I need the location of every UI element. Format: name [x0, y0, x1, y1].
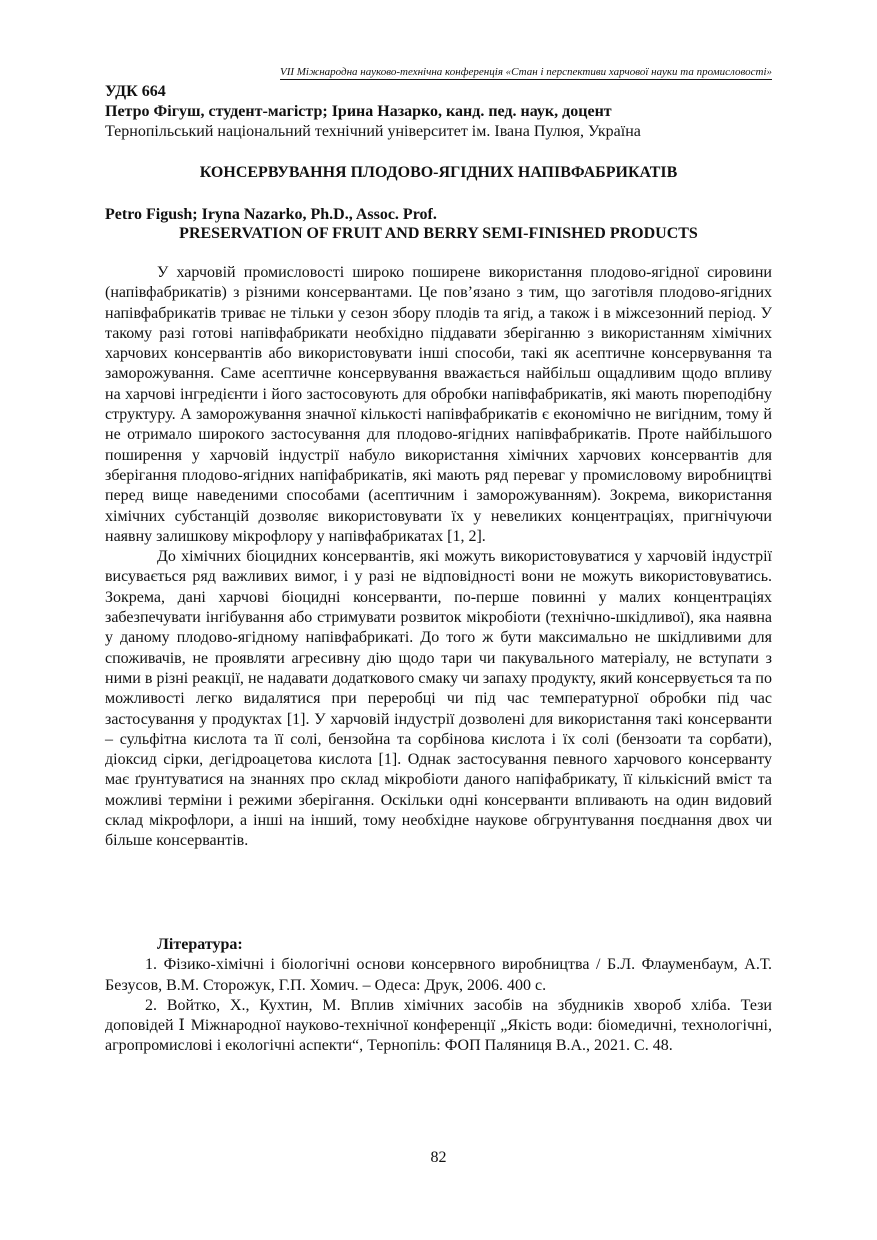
authors-ua-text: Петро Фігуш, студент-магістр; Ірина Назарко, канд. пед. наук, доцент — [105, 103, 612, 120]
title-en: PRESERVATION OF FRUIT AND BERRY SEMI-FINISHED PRODUCTS — [179, 225, 698, 242]
body-text — [105, 263, 772, 852]
paragraph: До хімічних біоцидних консервантів, які можуть використовуватися у харчовій індустрії висувається ряд важливих вимог, і у разі не відповідності вони не можуть використовуватись. Зокрема, дані харчові біоцидні консерванти, по-перше повинні у малих концентраціях забезпечувати інгібування або стримувати розвиток мікробіоти (технічно-шкідливої), яка наявна у даному плодово-ягідному напівфабрикаті. До того ж бути максимально не шкідливими для споживачів, не проявляти агресивну дію щодо тари чи пакувального матеріалу, не вступати з ними в різні реакції, не надавати додаткового смаку чи запаху продукту, який консервується та по можливості легко видалятися при переробці чи під час температурної обробки під час застосування у продуктах [1]. У харчовій індустрії дозволені для використання такі консерванти – сульфітна кислота та її солі, бензойна та сорбінова кислота і їх солі (бензоати та сорбати), діоксид сірки, дегідроацетова кислота [1]. Однак застосування певного харчового консерванту має ґрунтуватися на знаннях про склад мікробіоти даного напіфабрикату, її кількісний вміст та можливі терміни і режими зберігання. Оскільки одні консерванти впливають на один видовий склад мікрофлори, а інші на інший, тому необхідне наукове обгрунтування поєднання двох чи більше консервантів. — [105, 548, 772, 850]
paragraph: У харчовій промисловості широко поширене використання плодово-ягідної сировини (напівфабрикатів) з різними консервантами. Це пов’язано з тим, що заготівля плодово-ягідних напівфабрикатів триває не тільки у сезон збору плодів та ягід, а також і в міжсезонний період. У такому разі готові напівфабрикати необхідно піддавати зберіганню з використанням хімічних харчових консервантів або використовувати інші способи, такі як асептичне консервування та заморожування. Саме асептичне консервування вважається найбільш ощадливим щодо впливу на харчові інгредієнти і його застосовують для обробки напівфабрикатів, які мають пюреподібну структуру. А заморожування значної кількості напівфабрикатів є економічно не вигідним, тому й не отримало широкого застосування для плодово-ягідних напівфабрикатів. Проте найбільшого поширення у харчовій індустрії набуло використання хімічних харчових консервантів для зберігання плодово-ягідних напіфабрикатів, які мають ряд переваг у промисловому виробництві перед вище наведеними способами (асептичним і заморожуванням). Зокрема, використання хімічних субстанцій дозволяє використовувати їх у невеликих концентраціях, пригнічуючи наявну залишкову мікрофлору у напівфабрикатах [1, 2]. — [105, 264, 772, 545]
references — [105, 935, 772, 1057]
references-heading: Література: — [157, 936, 243, 953]
running-header — [105, 66, 772, 79]
reference-item: 2. Войтко, Х., Кухтин, М. Вплив хімічних засобів на збудників хвороб хліба. Тези доповідей Ⅰ Міжнародної науково-технічної конференції „Якість води: біомедичні, технологічні, агропромислові і екологічні аспекти“, Тернопіль: ФОП Паляниця В.А., 2021. С. 48. — [105, 996, 772, 1055]
authors-ua — [105, 102, 612, 122]
authors-en: Petro Figush; Iryna Nazarko, Ph.D., Assoc. Prof. — [105, 206, 437, 223]
affiliation: Тернопільський національний технічний університет ім. Івана Пулюя, Україна — [105, 123, 641, 140]
page-number: 82 — [430, 1149, 447, 1166]
reference-item: 1. Фізико-хімічні і біологічні основи консервного виробництва / Б.Л. Флауменбаум, А.Т. Безусов, В.М. Сторожук, Г.П. Хомич. – Одеса: Друк, 2006. 400 с. — [105, 956, 772, 994]
udk-code: УДК 664 — [105, 83, 166, 100]
title-ua: КОНСЕРВУВАННЯ ПЛОДОВО-ЯГІДНИХ НАПІВФАБРИКАТІВ — [199, 164, 678, 181]
running-header-text: VII Міжнародна науково-технічна конференція «Стан і перспективи харчової науки та промисловості» — [279, 66, 772, 78]
